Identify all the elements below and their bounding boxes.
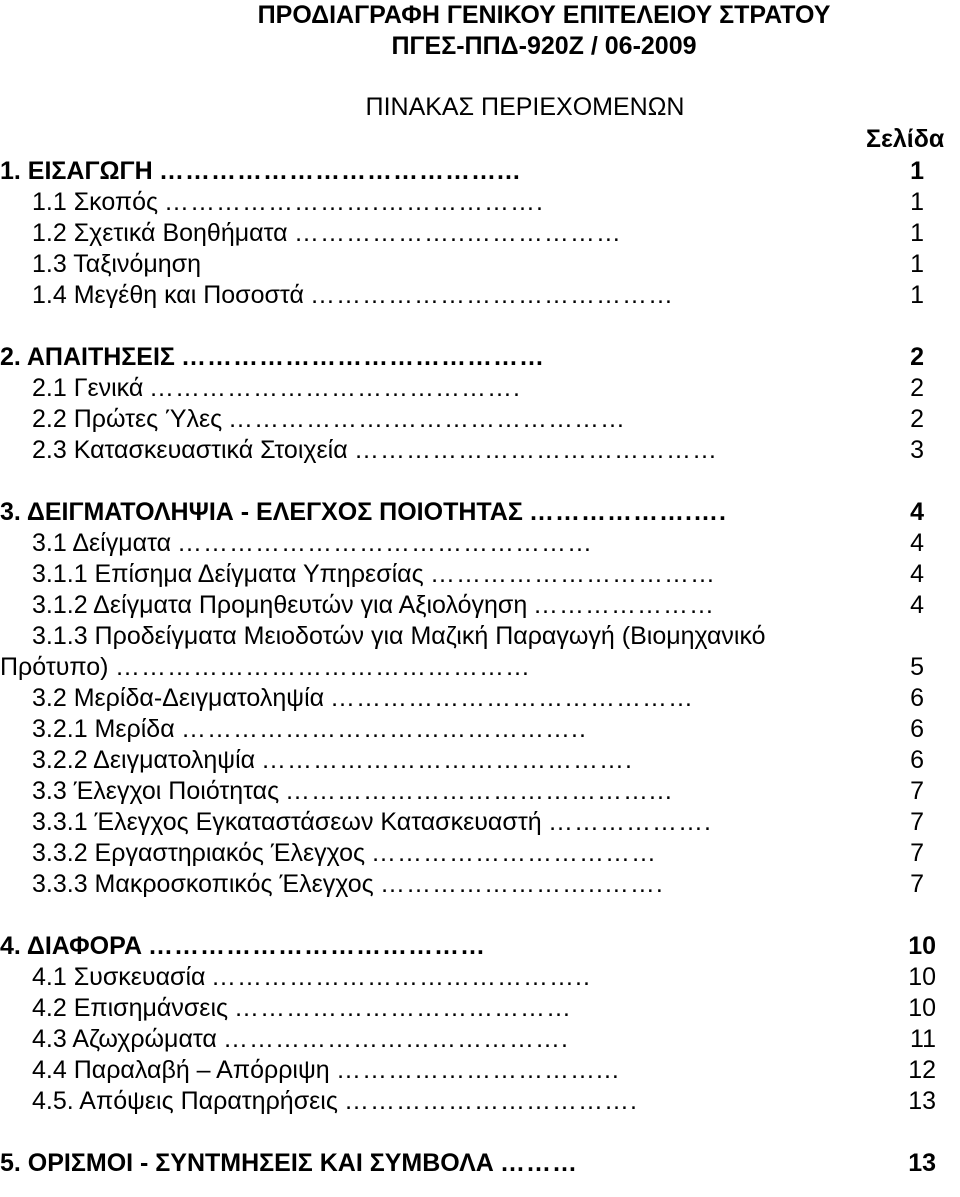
toc-entry-title: 3.3.1 Έλεγχος Εγκαταστάσεων Κατασκευαστή xyxy=(32,808,542,836)
toc-entry[interactable] xyxy=(0,280,960,311)
toc-entry-leader: ……………………………………... xyxy=(285,777,673,805)
toc-entry-leader: …………………………………… xyxy=(330,684,694,712)
toc-entry[interactable] xyxy=(0,187,960,218)
toc-entry-page: 4 xyxy=(910,529,924,557)
toc-entry-page: 3 xyxy=(910,436,924,464)
toc-entry[interactable] xyxy=(0,342,960,373)
toc-entry-page: 2 xyxy=(910,374,924,402)
toc-entry[interactable] xyxy=(0,497,960,528)
toc-entry[interactable] xyxy=(0,807,960,838)
toc-entry[interactable] xyxy=(0,931,960,962)
toc-entry-title: 1.4 Μεγέθη και Ποσοστά xyxy=(32,281,304,309)
toc-entry[interactable] xyxy=(0,373,960,404)
toc-entry[interactable] xyxy=(0,590,960,621)
toc-entry-page: 1 xyxy=(910,281,924,309)
toc-entry-page: 7 xyxy=(910,870,924,898)
toc-entry[interactable] xyxy=(0,404,960,435)
toc-entry[interactable] xyxy=(0,249,960,280)
toc-entry-title: 2.1 Γενικά xyxy=(32,374,144,402)
toc-entry-page: 10 xyxy=(908,932,936,960)
toc-entry-leader: …………………………… xyxy=(430,560,716,588)
toc-entry-leader: …………………………………… xyxy=(181,343,545,371)
toc-entry-page: 12 xyxy=(908,1056,936,1084)
toc-entry-title: 4.5. Απόψεις Παρατηρήσεις xyxy=(32,1087,338,1115)
toc-entry[interactable] xyxy=(0,218,960,249)
toc-entry[interactable] xyxy=(0,435,960,466)
toc-entry-leader: ……………………..……. xyxy=(380,870,664,898)
toc-entry-title: 3.2 Μερίδα-Δειγματοληψία xyxy=(32,684,325,712)
toc-entry-page: 1 xyxy=(910,219,924,247)
toc-entry-title: 3.1.2 Δείγματα Προμηθευτών για Αξιολόγηση xyxy=(32,591,528,619)
toc-entry-leader: …………………………… xyxy=(371,839,657,867)
toc-entry-leader: …………………………………….. xyxy=(211,963,591,991)
toc-entry[interactable] xyxy=(0,993,960,1024)
toc-entry-title: 3.3.3 Μακροσκοπικός Έλεγχος xyxy=(32,870,374,898)
toc-entry-page: 4 xyxy=(910,591,924,619)
toc-entry-title: 4. ΔΙΑΦΟΡΑ xyxy=(0,932,143,960)
toc-entry-title: 1.1 Σκοπός xyxy=(32,188,159,216)
toc-entry[interactable] xyxy=(0,745,960,776)
toc-entry-leader: ………………. xyxy=(548,808,712,836)
toc-entry-leader: ……………………………………. xyxy=(261,746,633,774)
toc-entry-page: 5 xyxy=(910,653,924,681)
toc-entry-leader: ………………..……………… xyxy=(294,219,622,247)
toc-entry[interactable] xyxy=(0,714,960,745)
toc-entry-title: Πρότυπο) xyxy=(0,653,109,681)
toc-entry-title: 1.2 Σχετικά Βοηθήματα xyxy=(32,219,288,247)
toc-entry-title: 2. ΑΠΑΙΤΗΣΕΙΣ xyxy=(0,343,175,371)
toc-entry-page: 13 xyxy=(908,1149,936,1177)
toc-entry-title: 3.1 Δείγματα xyxy=(32,529,172,557)
toc-entry-page: 1 xyxy=(910,250,924,278)
toc-entry[interactable] xyxy=(0,621,960,652)
toc-entry[interactable] xyxy=(0,838,960,869)
toc-entry-leader: ……… xyxy=(500,1149,578,1177)
toc-entry-leader: ………………………………………… xyxy=(177,529,593,557)
toc-entry-page: 4 xyxy=(910,560,924,588)
toc-entry-leader: ………………………………………… xyxy=(115,653,531,681)
toc-entry-title: 2.2 Πρώτες Ύλες xyxy=(32,405,223,433)
toc-entry-title: 4.3 Αζωχρώματα xyxy=(32,1025,217,1053)
toc-entry-leader: ……………….……………………… xyxy=(228,405,626,433)
toc-entry-page: 10 xyxy=(908,994,936,1022)
document-title: ΠΡΟΔΙΑΓΡΑΦΗ ΓΕΝΙΚΟΥ ΕΠΙΤΕΛΕΙΟΥ ΣΤΡΑΤΟΥ xyxy=(257,1,831,29)
toc-entry-leader: …………………………………… xyxy=(310,281,674,309)
toc-entry-title: 4.2 Επισημάνσεις xyxy=(32,994,229,1022)
toc-entry-leader: ……………………………. xyxy=(344,1087,638,1115)
toc-entry-title: 5. ΟΡΙΣΜΟΙ - ΣΥΝΤΜΗΣΕΙΣ ΚΑΙ ΣΥΜΒΟΛΑ xyxy=(0,1149,494,1177)
toc-entry-page: 7 xyxy=(910,839,924,867)
toc-entry-page: 4 xyxy=(910,498,924,526)
toc-entry-title: 3.3.2 Εργαστηριακός Έλεγχος xyxy=(32,839,366,867)
toc-entry-page: 1 xyxy=(910,157,924,185)
toc-entry-leader: ……………………………………….. xyxy=(181,715,587,743)
toc-entry-leader: …………………………………… xyxy=(354,436,718,464)
toc-entry-page: 10 xyxy=(908,963,936,991)
toc-entry-page: 13 xyxy=(908,1087,936,1115)
toc-entry-title: 4.4 Παραλαβή – Απόρριψη xyxy=(32,1056,330,1084)
toc-entry-page: 2 xyxy=(910,343,924,371)
toc-entry-leader: ………………………………… xyxy=(148,932,486,960)
toc-entry[interactable] xyxy=(0,1024,960,1055)
toc-entry[interactable] xyxy=(0,683,960,714)
toc-entry-title: 1.3 Ταξινόμηση xyxy=(32,250,202,278)
toc-entry-leader: …………………………………. xyxy=(223,1025,569,1053)
toc-entry-leader: ………………………………… xyxy=(234,994,572,1022)
page-column-header: Σελίδα xyxy=(866,125,945,153)
toc-entry[interactable] xyxy=(0,1055,960,1086)
toc-entry[interactable] xyxy=(0,652,960,683)
toc-entry-page: 6 xyxy=(910,715,924,743)
toc-entry-leader: ……………….…. xyxy=(529,498,727,526)
toc-entry[interactable] xyxy=(0,776,960,807)
toc-entry-page: 1 xyxy=(910,188,924,216)
toc-entry-title: 3. ΔΕΙΓΜΑΤΟΛΗΨΙΑ - ΕΛΕΓΧΟΣ ΠΟΙΟΤΗΤΑΣ xyxy=(0,498,523,526)
toc-title: ΠΙΝΑΚΑΣ ΠΕΡΙΕΧΟΜΕΝΩΝ xyxy=(365,93,685,121)
toc-entry-page: 7 xyxy=(910,777,924,805)
toc-entry-title: 3.1.1 Επίσημα Δείγματα Υπηρεσίας xyxy=(32,560,424,588)
toc-entry-title: 2.3 Κατασκευαστικά Στοιχεία xyxy=(32,436,348,464)
toc-entry[interactable] xyxy=(0,1148,960,1179)
toc-entry-title: 1. ΕΙΣΑΓΩΓΗ xyxy=(0,157,153,185)
toc-entry-leader: …………………….………………. xyxy=(164,188,544,216)
toc-entry-leader: …………………………………... xyxy=(159,157,521,185)
toc-entry-leader: ……………………………………. xyxy=(149,374,521,402)
toc-entry-page: 6 xyxy=(910,746,924,774)
toc-entry-page: 7 xyxy=(910,808,924,836)
toc-entry[interactable] xyxy=(0,962,960,993)
toc-entry-title: 3.1.3 Προδείγματα Μειοδοτών για Μαζική Παραγωγή (Βιομηχανικό xyxy=(32,622,766,650)
toc-entry[interactable] xyxy=(0,559,960,590)
document-code: ΠΓΕΣ-ΠΠΔ-920Ζ / 06-2009 xyxy=(391,32,697,60)
toc-entry[interactable] xyxy=(0,156,960,187)
toc-entry-page: 11 xyxy=(910,1025,936,1053)
toc-entry[interactable] xyxy=(0,869,960,900)
toc-entry-title: 3.2.2 Δειγματοληψία xyxy=(32,746,256,774)
toc-entry[interactable] xyxy=(0,528,960,559)
toc-entry-leader: ………………… xyxy=(533,591,715,619)
toc-entry-page: 6 xyxy=(910,684,924,712)
toc-entry-page: 2 xyxy=(910,405,924,433)
toc-entry-title: 3.2.1 Μερίδα xyxy=(32,715,175,743)
toc-entry-title: 3.3 Έλεγχοι Ποιότητας xyxy=(32,777,280,805)
toc-entry[interactable] xyxy=(0,1086,960,1117)
toc-entry-leader: …………………………... xyxy=(336,1056,620,1084)
toc-entry-title: 4.1 Συσκευασία xyxy=(32,963,206,991)
